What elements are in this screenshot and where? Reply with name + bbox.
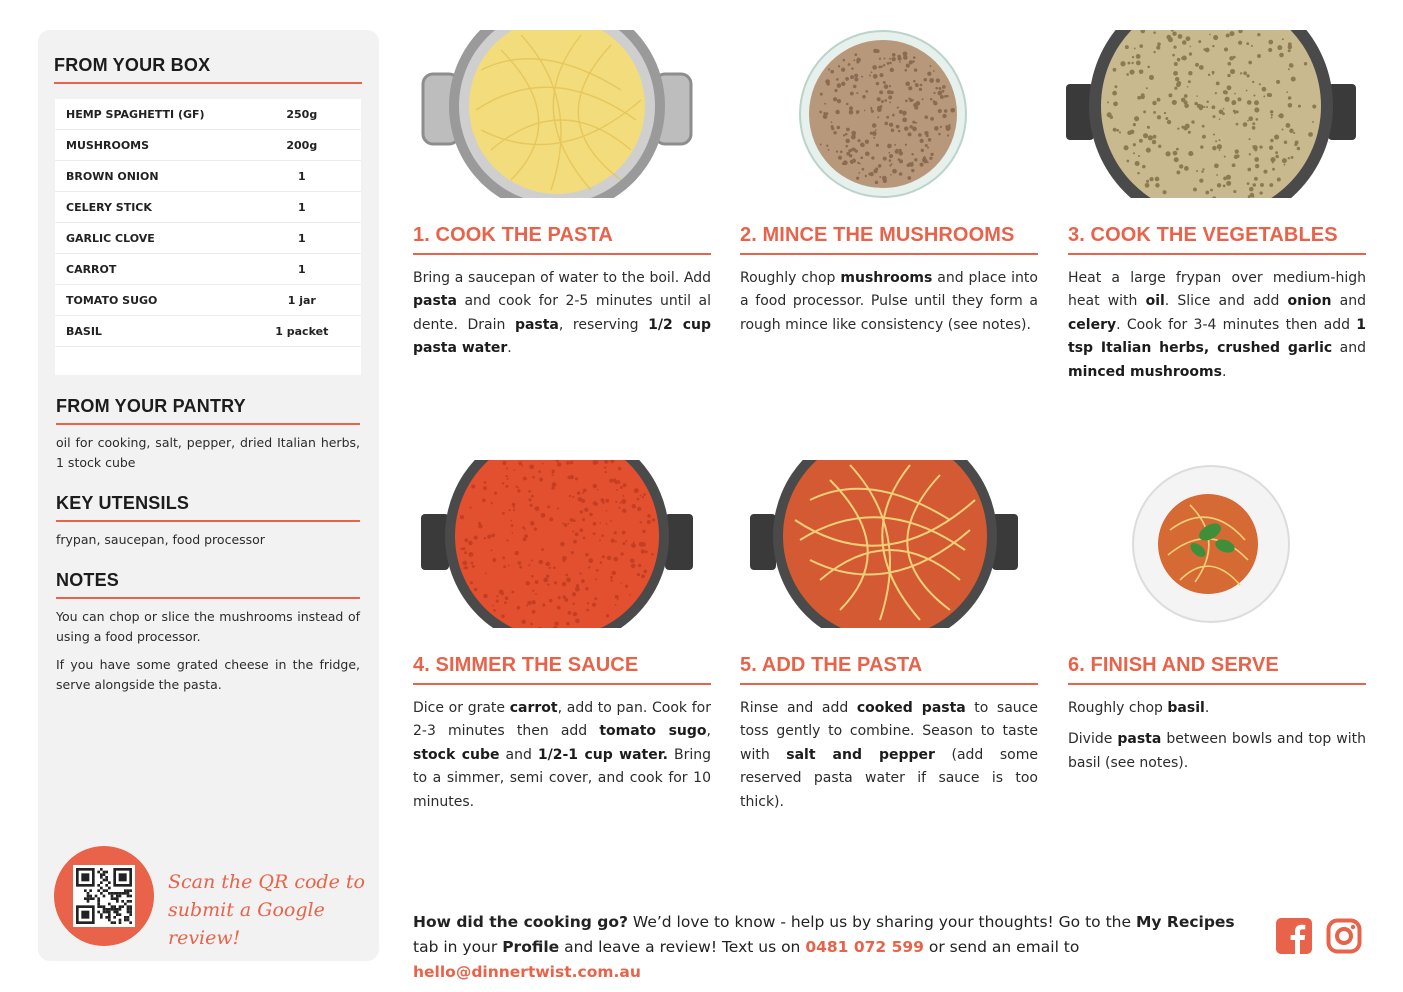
step-emphasis: cooked pasta [856,700,966,716]
pantry-text: oil for cooking, salt, pepper, dried Italian herbs, 1 stock cube [56,435,360,470]
email-link[interactable]: hello@dinnertwist.com.au [413,963,641,981]
utensils-text: frypan, saucepan, food processor [56,532,265,547]
step-text: . [1204,700,1210,716]
ingredients-sidebar [38,30,379,961]
facebook-icon[interactable] [1276,918,1312,954]
step-emphasis: carrot [509,700,558,716]
ingredient-row [55,130,361,161]
note-item: If you have some grated cheese in the fridge, serve alongside the pasta. [56,657,360,692]
profile-label: Profile [502,938,560,956]
step-6 [1068,654,1366,775]
step-text: and [1331,293,1366,310]
ingredient-row [55,192,361,223]
footer-text: tab in your [413,938,503,956]
ingredient-qty: 1 [297,231,306,245]
footer-text: or send an email to [923,938,1080,956]
instagram-icon[interactable] [1326,918,1362,954]
step-text: Rinse and add [740,700,857,716]
step-emphasis: salt and pepper [786,746,935,763]
step-text: . Slice and add [1164,293,1288,310]
pasta-pot-image [421,30,693,198]
ingredient-name: MUSHROOMS [66,138,150,152]
step-text: , reserving [558,316,649,333]
step-text: Roughly chop [740,270,841,286]
ingredient-row [55,254,361,285]
qr-code-icon[interactable] [73,865,135,927]
notes-section [56,570,360,695]
step-text: Heat a large frypan over medium-high heat with [1068,270,1366,310]
step-text: between bowls and top with basil (see notes). [1068,731,1367,771]
box-ingredients-table [55,99,361,375]
step-emphasis: 1/2-1 cup water. [537,746,668,763]
step-text: Bring a saucepan of water to the boil. Add [413,270,711,286]
step-title: 6. FINISH AND SERVE [1068,654,1366,685]
step-text: (add some reserved pasta water if sauce is too thick). [740,746,1039,810]
ingredient-name: GARLIC CLOVE [66,231,155,245]
step-1 [413,224,711,361]
step-text: and [1332,340,1366,357]
utensils-title: KEY UTENSILS [56,493,360,522]
step-paragraph [413,697,711,814]
step-emphasis: oil [1145,293,1165,310]
step-text: and cook for 2-5 minutes until al dente. Drain [413,293,711,333]
ingredient-name: CELERY STICK [66,200,152,214]
step-body [413,697,711,814]
ingredient-name: TOMATO SUGO [66,293,158,307]
step-text: to sauce toss gently to combine. Season to taste with [740,700,1038,763]
step-text: . Cook for 3-4 minutes then add [1116,316,1357,333]
step-emphasis: 1/2 cup pasta water [413,316,711,357]
step-emphasis: pasta [413,293,457,310]
phone-link[interactable]: 0481 072 599 [805,938,924,956]
step-title: 4. SIMMER THE SAUCE [413,654,711,685]
footer-lead: How did the cooking go? [413,913,628,931]
notes-title: NOTES [56,570,360,599]
step-emphasis: pasta [514,316,559,333]
step-text: . [1221,363,1227,380]
step-5 [740,654,1038,814]
step-title: 1. COOK THE PASTA [413,224,711,255]
ingredient-name: HEMP SPAGHETTI (GF) [66,107,205,121]
step-3 [1068,224,1366,384]
step-emphasis: onion [1287,293,1332,310]
step-body [1068,697,1366,775]
step-title: 2. MINCE THE MUSHROOMS [740,224,1038,255]
step-text: , add to pan. Cook for 2-3 minutes then add [413,700,711,740]
step-emphasis: stock cube [413,746,500,763]
ingredient-row [55,99,361,130]
step-text: Bring to a simmer, semi cover, and cook for 10 minutes. [413,746,711,810]
step-emphasis: celery [1068,316,1117,333]
review-footer [413,910,1263,985]
ingredient-qty: 1 jar [287,293,316,307]
utensils-section [56,493,360,550]
step-text: , [706,723,711,740]
step-paragraph [1068,267,1366,384]
step-body [413,267,711,361]
step-4 [413,654,711,814]
ingredient-qty: 1 [297,200,306,214]
step-text: Divide [1068,731,1118,748]
qr-caption-line: submit a Google review! [168,899,325,949]
note-item: You can chop or slice the mushrooms instead of using a food processor. [56,609,360,644]
footer-text: We’d love to know - help us by sharing your thoughts! Go to the [627,913,1136,931]
ingredient-qty: 1 [297,169,306,183]
step-2 [740,224,1038,337]
serving-bowl-image [1130,460,1292,628]
step-paragraph [740,697,1038,814]
footer-text: and leave a review! Text us on [559,938,806,956]
vegetable-pan-image [1066,30,1356,198]
step-emphasis: mushrooms [840,270,933,286]
step-text: and place into a food processor. Pulse until they form a rough mince like consistency (see notes). [740,270,1038,333]
ingredient-qty: 1 [297,262,306,276]
step-text: . [507,340,512,357]
step-title: 5. ADD THE PASTA [740,654,1038,685]
step-body [740,267,1038,337]
pasta-sauce-pan-image [750,460,1020,628]
ingredient-qty: 250g [286,107,318,121]
step-emphasis: pasta [1117,731,1162,748]
step-body [740,697,1038,814]
ingredient-name: BASIL [66,324,102,338]
ingredient-name: CARROT [66,262,117,276]
ingredient-row [55,316,361,347]
step-paragraph [1068,728,1366,775]
ingredient-qty: 200g [286,138,318,152]
step-paragraph [740,267,1038,337]
pantry-section [56,396,360,473]
qr-caption-line: Scan the QR code to [168,871,365,893]
ingredient-row [55,223,361,254]
qr-badge[interactable] [54,846,154,946]
step-text: Roughly chop [1068,700,1168,716]
step-emphasis: minced mushrooms [1068,363,1222,380]
step-paragraph [1068,697,1366,720]
ingredient-row [55,285,361,316]
step-emphasis: basil [1167,700,1205,716]
step-paragraph [413,267,711,361]
step-emphasis: tomato sugo [599,723,707,740]
pantry-title: FROM YOUR PANTRY [56,396,360,425]
step-title: 3. COOK THE VEGETABLES [1068,224,1366,255]
step-emphasis: 1 tsp Italian herbs, crushed garlic [1068,316,1366,357]
my-recipes-label: My Recipes [1135,913,1235,931]
ingredient-row [55,161,361,192]
step-body [1068,267,1366,384]
box-title: FROM YOUR BOX [54,55,362,84]
step-text: Dice or grate [413,700,510,716]
qr-caption [168,868,368,952]
mushroom-bowl-image [798,30,968,198]
sauce-pan-image [421,460,693,628]
ingredient-name: BROWN ONION [66,169,159,183]
ingredient-qty: 1 packet [275,324,329,338]
notes-text [56,607,360,695]
step-text: and [499,746,538,763]
